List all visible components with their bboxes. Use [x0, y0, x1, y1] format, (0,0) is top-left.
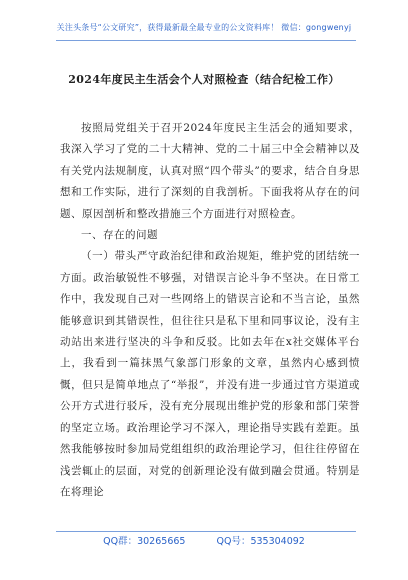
- document-title: 2024年度民主生活会个人对照检查（结合纪检工作）: [68, 73, 340, 86]
- header-banner: 关注头条号“公文研究”，获得最新最全最专业的公文资料库！ 微信：gongwenyj: [56, 23, 352, 32]
- footer-contact: [0, 533, 408, 547]
- header-divider: [56, 40, 356, 41]
- qq-group-label: QQ群：30265665: [103, 536, 186, 547]
- intro-paragraph: 按照局党组关于召开2024年度民主生活会的通知要求，我深入学习了党的二十大精神、党的二十届三中全会精神以及有关党内法规制度，认真对照“四个带头”的要求，结合自身思想和工作实际，进行了深刻的自我剖析。下面我将从存在的问题、原因剖析和整改措施三个方面进行对照检查。: [60, 122, 360, 220]
- body-paragraph: （一）带头严守政治纪律和政治规矩，维护党的团结统一方面。政治敏锐性不够强，对错误言论斗争不坚决。在日常工作中，我发现自己对一些网络上的错误言论和不当言论，虽然能够意识到其错误性，但往往只是私下里和同事议论，没有主动站出来进行坚决的斗争和反驳。比如去年在x社交媒体平台上，我看到一篇抹黑气象部门形象的文章，虽然内心感到愤慨，但只是简单地点了“举报”，并没有进一步通过官方渠道或公开方式进行驳斥，没有充分展现出维护党的形象和部门荣誉的坚定立场。政治理论学习不深入，理论指导实践有差距。虽然我能够按时参加局党组组织的政治理论学习，但往往停留在浅尝辄止的层面，对党的创新理论没有做到融会贯通。特别是在将理论: [60, 250, 360, 498]
- footer-divider: [56, 531, 356, 532]
- document-body: [60, 118, 360, 503]
- section-heading: 一、存在的问题: [81, 229, 158, 242]
- qq-number-label: QQ号：535304092: [216, 536, 305, 547]
